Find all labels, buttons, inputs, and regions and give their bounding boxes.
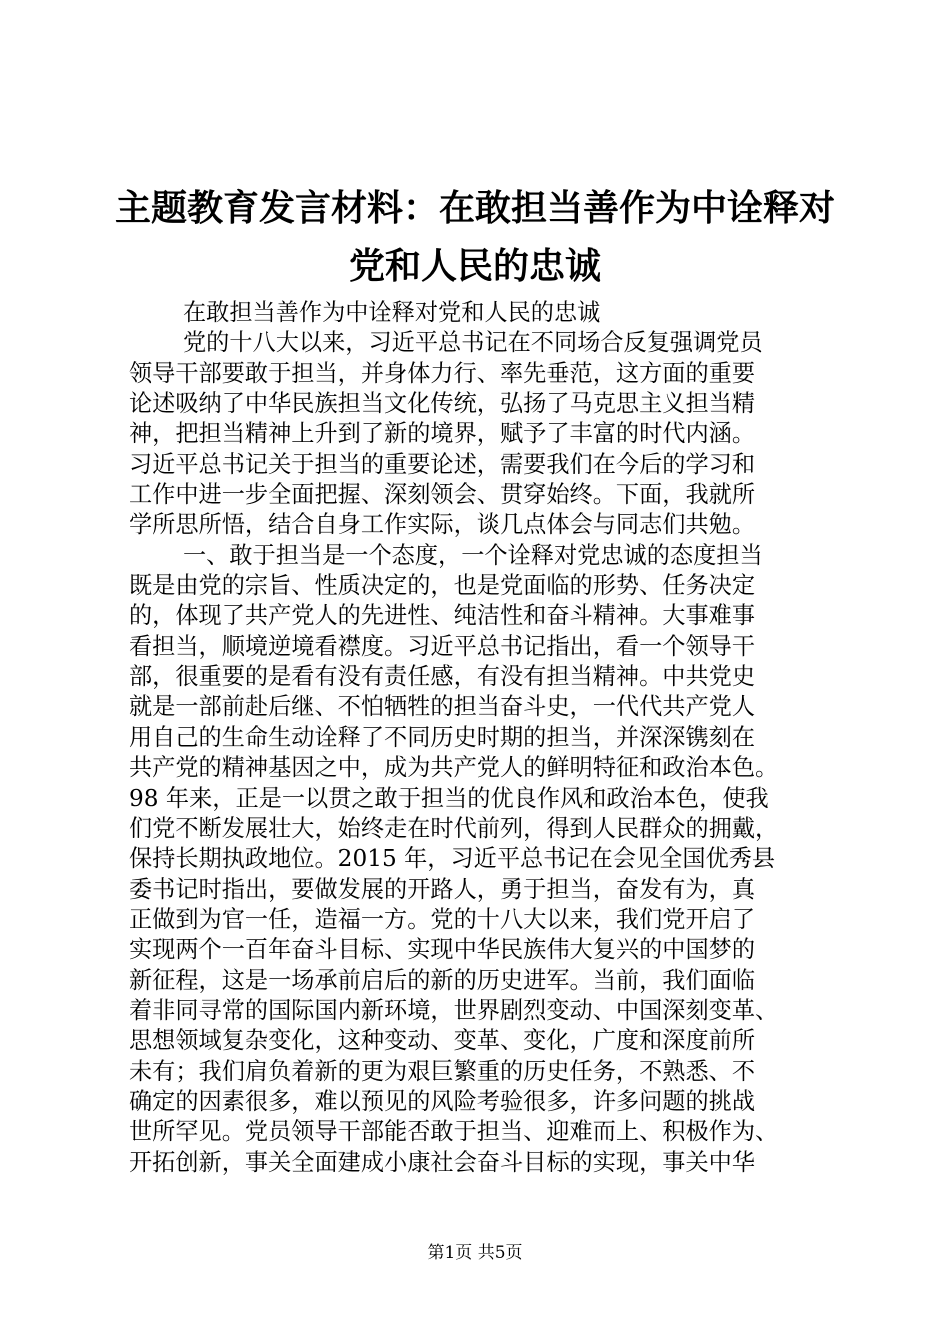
paragraph-line: 习近平总书记关于担当的重要论述，需要我们在今后的学习和 <box>129 450 756 478</box>
paragraph-line: 正做到为官一任，造福一方。党的十八大以来，我们党开启了 <box>129 905 756 933</box>
document-body <box>129 298 829 1178</box>
paragraph-line: 神，把担当精神上升到了新的境界，赋予了丰富的时代内涵。 <box>129 420 756 448</box>
paragraph-line: 既是由党的宗旨、性质决定的，也是党面临的形势、任务决定 <box>129 572 756 600</box>
paragraph-line: 们党不断发展壮大，始终走在时代前列，得到人民群众的拥戴， <box>129 814 779 842</box>
paragraph-line: 领导干部要敢于担当，并身体力行、率先垂范，这方面的重要 <box>129 359 756 387</box>
paragraph-line: 看担当，顺境逆境看襟度。习近平总书记指出，看一个领导干 <box>129 632 756 660</box>
paragraph-line: 保持长期执政地位。2015 年，习近平总书记在会见全国优秀县 <box>129 845 776 873</box>
paragraph-line: 学所思所悟，结合自身工作实际，谈几点体会与同志们共勉。 <box>129 511 756 539</box>
paragraph-line: 工作中进一步全面把握、深刻领会、贯穿始终。下面，我就所 <box>129 481 756 509</box>
paragraph-line: 98 年来，正是一以贯之敢于担当的优良作风和政治本色，使我 <box>129 784 769 812</box>
document-title-line-1: 主题教育发言材料：在敢担当善作为中诠释对 <box>114 188 835 229</box>
paragraph-line: 确定的因素很多，难以预见的风险考验很多，许多问题的挑战 <box>129 1087 756 1115</box>
paragraph-line: 一、敢于担当是一个态度，一个诠释对党忠诚的态度担当 <box>183 541 763 569</box>
document-title-line-2: 党和人民的忠诚 <box>348 246 601 287</box>
paragraph-line: 的，体现了共产党人的先进性、纯洁性和奋斗精神。大事难事 <box>129 602 756 630</box>
paragraph-line: 用自己的生命生动诠释了不同历史时期的担当，并深深镌刻在 <box>129 723 756 751</box>
subtitle-line: 在敢担当善作为中诠释对党和人民的忠诚 <box>183 299 601 326</box>
paragraph-line: 论述吸纳了中华民族担当文化传统，弘扬了马克思主义担当精 <box>129 390 756 418</box>
paragraph-line: 世所罕见。党员领导干部能否敢于担当、迎难而上、积极作为、 <box>129 1118 779 1146</box>
paragraph-line: 部，很重要的是看有没有责任感，有没有担当精神。中共党史 <box>129 663 756 691</box>
paragraph-line: 实现两个一百年奋斗目标、实现中华民族伟大复兴的中国梦的 <box>129 936 756 964</box>
paragraph-line: 就是一部前赴后继、不怕牺牲的担当奋斗史，一代代共产党人 <box>129 693 756 721</box>
paragraph-line: 新征程，这是一场承前启后的新的历史进军。当前，我们面临 <box>129 966 756 994</box>
paragraph-line: 未有；我们肩负着新的更为艰巨繁重的历史任务，不熟悉、不 <box>129 1057 756 1085</box>
paragraph-line: 开拓创新，事关全面建成小康社会奋斗目标的实现，事关中华 <box>129 1148 756 1176</box>
paragraph-line: 思想领域复杂变化，这种变动、变革、变化，广度和深度前所 <box>129 1027 756 1055</box>
paragraph-line: 党的十八大以来，习近平总书记在不同场合反复强调党员 <box>183 329 763 357</box>
paragraph-line: 着非同寻常的国际国内新环境，世界剧烈变动、中国深刻变革、 <box>129 996 779 1024</box>
paragraph-line: 委书记时指出，要做发展的开路人，勇于担当，奋发有为，真 <box>129 875 756 903</box>
paragraph-line: 共产党的精神基因之中，成为共产党人的鲜明特征和政治本色。 <box>129 754 779 782</box>
page-number-footer: 第1页 共5页 <box>427 1243 523 1263</box>
